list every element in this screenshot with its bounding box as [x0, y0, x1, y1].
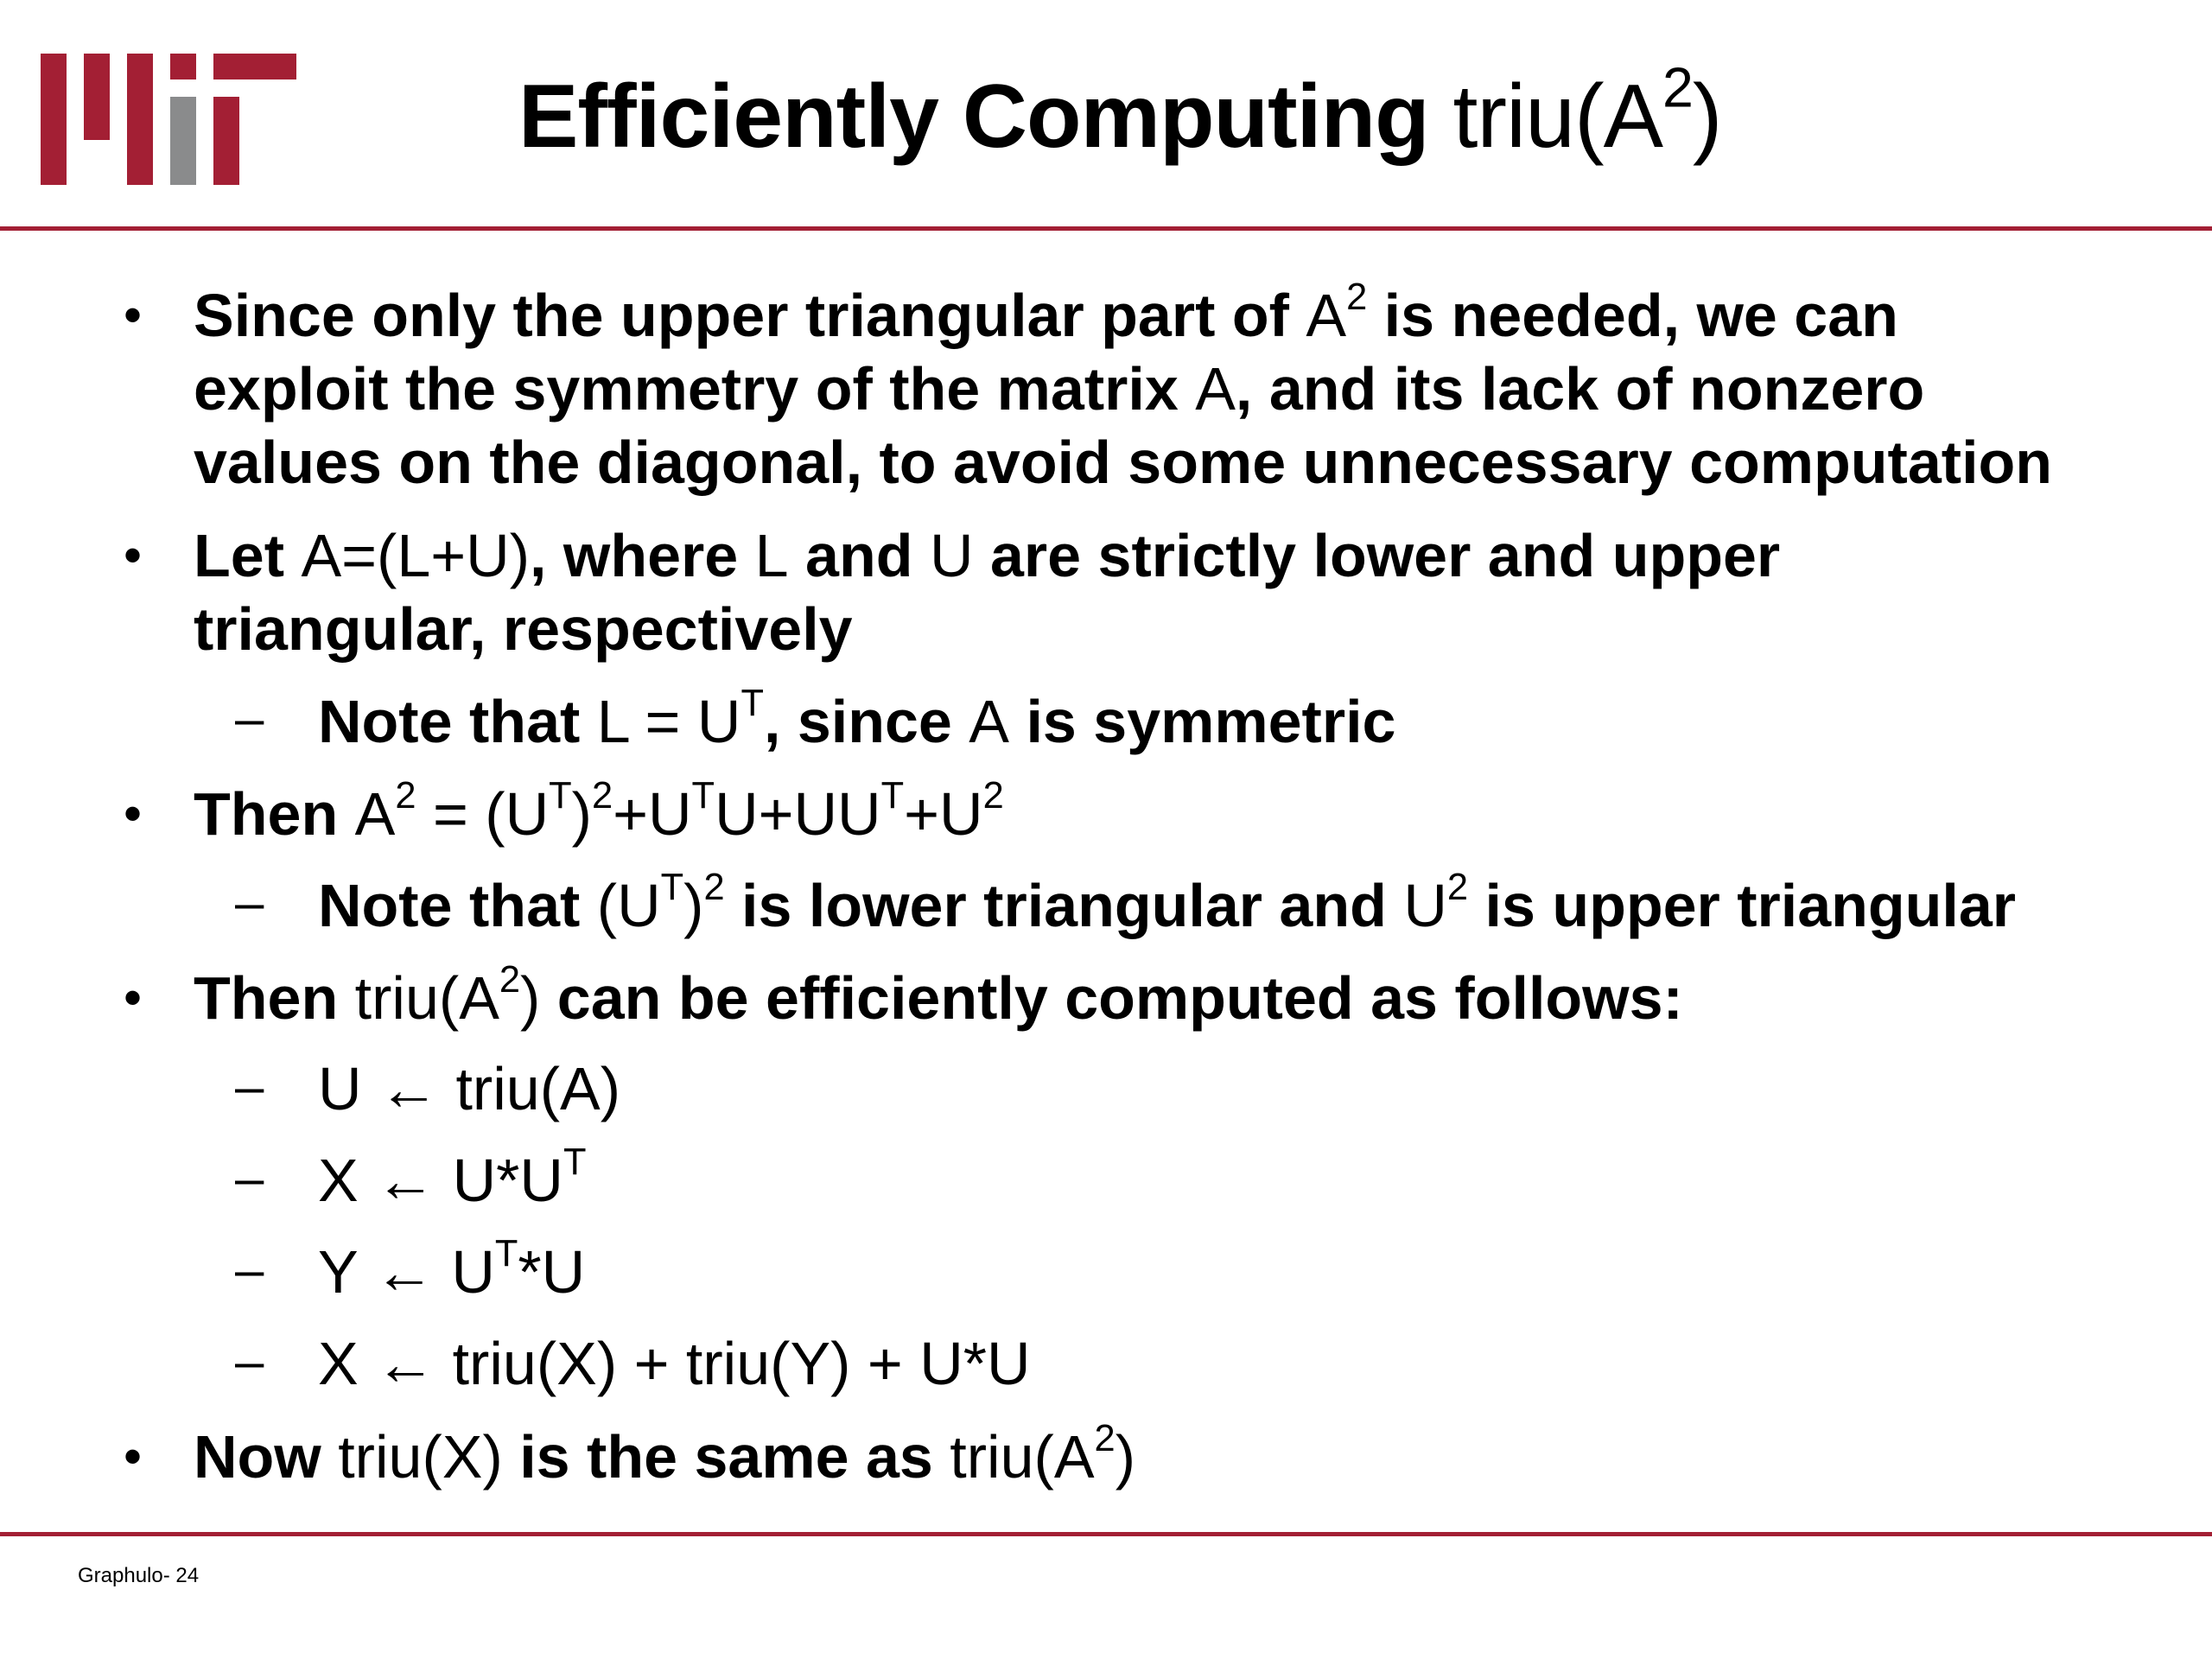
text: exploit the symmetry of the matrix — [194, 355, 1196, 423]
text: is lower triangular and — [724, 872, 1404, 939]
text: Note that — [318, 688, 597, 755]
bullet2-line1 — [194, 522, 1781, 589]
math: U — [1403, 872, 1447, 939]
sup: T — [880, 774, 905, 817]
math: A — [354, 780, 396, 848]
math: U — [929, 522, 974, 589]
title-math-end: ) — [1692, 67, 1722, 167]
sup: T — [660, 866, 684, 908]
text: Then — [194, 780, 355, 848]
bullet1-line1 — [194, 276, 1898, 349]
slide-footer: Graphulo- 24 — [78, 1564, 200, 1587]
bullet-marker: • — [124, 286, 143, 344]
sup: T — [741, 682, 764, 724]
text: X ← U*U — [318, 1147, 563, 1214]
text: can be efficiently computed as follows: — [540, 964, 1683, 1032]
bullet2-line2 — [194, 595, 853, 663]
math: L = U — [596, 688, 741, 755]
text: Now — [194, 1423, 339, 1491]
bullet-marker: • — [124, 1427, 143, 1485]
bullet5-line1 — [194, 1417, 1135, 1491]
math: A — [969, 688, 1009, 755]
text: , where — [530, 522, 755, 589]
math: (U — [596, 872, 661, 939]
sup: 2 — [499, 958, 521, 1001]
text: Since only the upper triangular part of — [194, 282, 1306, 349]
math: triu(A — [950, 1423, 1095, 1491]
sup: 2 — [1094, 1417, 1116, 1459]
bullet2-sub — [318, 682, 1396, 755]
text: is the same as — [502, 1423, 950, 1491]
sup: T — [563, 1141, 587, 1183]
bullet3-line1 — [194, 774, 1004, 848]
logo-bar-m3 — [127, 54, 153, 185]
math: A — [1195, 355, 1236, 423]
sup: 2 — [982, 774, 1004, 817]
math: A — [1306, 282, 1347, 349]
text: , and its lack of nonzero — [1235, 355, 1925, 423]
math: ) — [683, 872, 704, 939]
math: L — [754, 522, 789, 589]
sup: 2 — [591, 774, 613, 817]
math: +U — [613, 780, 692, 848]
bullet-marker: • — [124, 969, 143, 1027]
text: and — [788, 522, 930, 589]
text: values on the diagonal, to avoid some unnecessary computation — [194, 429, 2053, 496]
text: Let — [194, 522, 302, 589]
dash-marker: – — [235, 874, 264, 931]
math: ) — [520, 964, 541, 1032]
text: Y ← U — [318, 1238, 495, 1306]
sup: 2 — [395, 774, 416, 817]
bullet4-line1 — [194, 958, 1683, 1032]
text: X ← triu(X) + triu(Y) + U*U — [318, 1330, 1031, 1397]
step-3 — [318, 1232, 586, 1306]
math: ) — [1115, 1423, 1135, 1491]
sup: 2 — [1446, 866, 1469, 908]
title-sup: 2 — [1662, 56, 1693, 119]
bullet-marker: • — [124, 526, 143, 584]
dash-marker: – — [235, 1241, 264, 1299]
dash-marker: – — [235, 1149, 264, 1207]
logo-bar-i — [170, 97, 196, 185]
mit-logo — [41, 54, 296, 187]
dash-marker: – — [235, 1332, 264, 1390]
dash-marker: – — [235, 1058, 264, 1116]
title-math: triu(A — [1452, 67, 1663, 167]
bullet3-sub — [318, 866, 2017, 939]
step-1 — [318, 1055, 620, 1122]
math: U+UU — [715, 780, 881, 848]
logo-bar-m2 — [84, 54, 110, 140]
sup: T — [549, 774, 572, 817]
sup: T — [494, 1232, 518, 1274]
logo-bar-t-stem — [213, 97, 239, 185]
math: = (U — [416, 780, 550, 848]
bullet1-line2 — [194, 355, 1925, 423]
math: ) — [571, 780, 592, 848]
title-bold: Efficiently Computing — [518, 67, 1453, 167]
math: triu(A — [354, 964, 499, 1032]
sup: T — [691, 774, 715, 817]
bullet1-line3 — [194, 429, 2053, 496]
text: is needed, we can — [1367, 282, 1898, 349]
footer-divider — [0, 1532, 2212, 1536]
math: A=(L+U) — [301, 522, 531, 589]
text: triangular, respectively — [194, 595, 853, 663]
logo-bar-m1 — [41, 54, 67, 185]
step-4 — [318, 1330, 1031, 1397]
slide-title — [518, 56, 1722, 167]
sup: 2 — [703, 866, 725, 908]
text: is symmetric — [1009, 688, 1396, 755]
text: Then — [194, 964, 355, 1032]
bullet-marker: • — [124, 785, 143, 842]
math: triu(X) — [338, 1423, 503, 1491]
dash-marker: – — [235, 690, 264, 747]
math: +U — [904, 780, 983, 848]
text: U ← triu(A) — [318, 1055, 620, 1122]
header-divider — [0, 226, 2212, 231]
step-2 — [318, 1141, 587, 1214]
text: is upper triangular — [1468, 872, 2017, 939]
text: , since — [763, 688, 969, 755]
logo-bar-t-top — [213, 54, 296, 79]
sup: 2 — [1346, 276, 1368, 318]
text: *U — [518, 1238, 586, 1306]
text: are strictly lower and upper — [973, 522, 1781, 589]
logo-bar-i-dot — [170, 54, 196, 79]
text: Note that — [318, 872, 597, 939]
